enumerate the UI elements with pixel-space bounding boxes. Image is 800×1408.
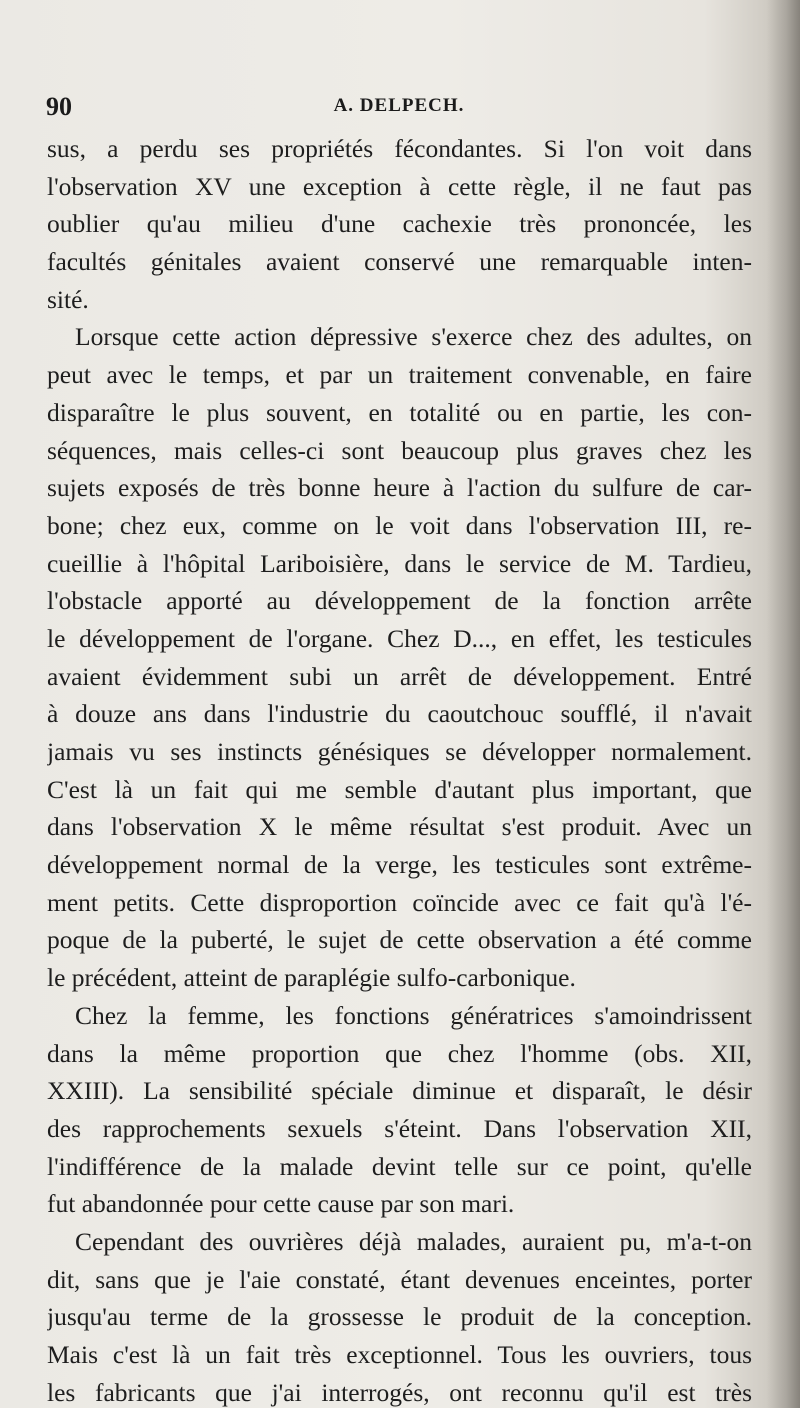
text-line: le précédent, atteint de paraplégie sulfo-carbonique. xyxy=(47,963,576,993)
text-line: dans l'observation X le même résultat s'est produit. Avec un xyxy=(47,812,752,842)
page-number: 90 xyxy=(46,92,72,121)
running-head: A. DELPECH. xyxy=(333,95,465,116)
paragraph-4 xyxy=(47,1223,752,1408)
text-line: à douze ans dans l'industrie du caoutchouc soufflé, il n'avait xyxy=(47,699,752,729)
text-line: sus, a perdu ses propriétés fécondantes. Si l'on voit dans xyxy=(47,134,752,163)
text-line: l'indifférence de la malade devint telle sur ce point, qu'elle xyxy=(47,1151,752,1181)
paragraph-3 xyxy=(47,997,752,1223)
text-line: dans la même proportion que chez l'homme (obs. XII, xyxy=(47,1038,752,1068)
text-line: fut abandonnée pour cette cause par son mari. xyxy=(47,1189,515,1219)
text-line: jusqu'au terme de la grossesse le produit de la conception. xyxy=(47,1302,752,1332)
text-line: peut avec le temps, et par un traitement convenable, en faire xyxy=(47,360,752,390)
text-line: l'observation XV une exception à cette règle, il ne faut pas xyxy=(47,171,752,201)
paragraph-2 xyxy=(47,318,752,996)
text-line: bone; chez eux, comme on le voit dans l'observation III, re- xyxy=(47,510,752,540)
text-line: facultés génitales avaient conservé une remarquable inten- xyxy=(47,247,752,277)
text-line: des rapprochements sexuels s'éteint. Dans l'observation XII, xyxy=(47,1113,752,1143)
text-line: Lorsque cette action dépressive s'exerce chez des adultes, on xyxy=(75,322,752,352)
text-line: jamais vu ses instincts génésiques se développer normalement. xyxy=(47,737,752,766)
text-line: poque de la puberté, le sujet de cette observation a été comme xyxy=(47,925,752,955)
text-line: C'est là un fait qui me semble d'autant plus important, que xyxy=(47,774,752,804)
text-line: avaient évidemment subi un arrêt de développement. Entré xyxy=(47,661,752,691)
text-line: dit, sans que je l'aie constaté, étant devenues enceintes, porter xyxy=(47,1264,752,1294)
text-line: le développement de l'organe. Chez D..., en effet, les testicules xyxy=(47,623,752,653)
body-text xyxy=(47,130,752,1408)
text-line: disparaître le plus souvent, en totalité ou en partie, les con- xyxy=(47,397,752,427)
page-header xyxy=(46,92,752,126)
text-line: l'obstacle apporté au développement de la fonction arrête xyxy=(47,586,752,616)
text-line: Chez la femme, les fonctions génératrices s'amoindrissent xyxy=(75,1000,752,1030)
text-line: sujets exposés de très bonne heure à l'action du sulfure de car- xyxy=(47,473,752,503)
text-line: Cependant des ouvrières déjà malades, auraient pu, m'a-t-on xyxy=(75,1226,752,1256)
text-line: les fabricants que j'ai interrogés, ont reconnu qu'il est très xyxy=(47,1377,752,1407)
text-line: cueillie à l'hôpital Lariboisière, dans le service de M. Tardieu, xyxy=(47,548,752,578)
text-line: XXIII). La sensibilité spéciale diminue et disparaît, le désir xyxy=(47,1076,752,1106)
text-line: séquences, mais celles-ci sont beaucoup plus graves chez les xyxy=(47,435,752,465)
text-line: développement normal de la verge, les testicules sont extrême- xyxy=(47,850,752,880)
binding-shadow xyxy=(766,0,800,1408)
text-line: ment petits. Cette disproportion coïncide avec ce fait qu'à l'é- xyxy=(47,887,752,917)
text-line: oublier qu'au milieu d'une cachexie très prononcée, les xyxy=(47,209,752,239)
text-line: sité. xyxy=(47,284,89,314)
text-line: Mais c'est là un fait très exceptionnel. Tous les ouvriers, tous xyxy=(47,1340,752,1369)
paragraph-1 xyxy=(47,130,752,318)
